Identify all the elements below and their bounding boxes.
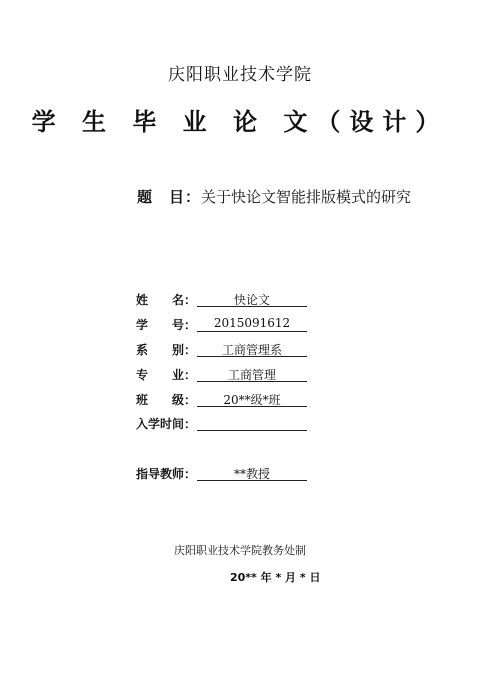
field-major-label: 专 业： bbox=[136, 368, 197, 382]
field-enrollment-date-value bbox=[197, 415, 307, 431]
field-major bbox=[136, 366, 316, 384]
field-enrollment-date-label: 入学时间： bbox=[136, 417, 197, 431]
field-name-value: 快论文 bbox=[197, 291, 307, 307]
issue-date: 20** 年 * 月 * 日 bbox=[230, 571, 321, 584]
topic-value: 关于快论文智能排版模式的研究 bbox=[201, 188, 412, 206]
field-class bbox=[136, 391, 316, 409]
field-department bbox=[136, 341, 316, 359]
field-major-value: 工商管理 bbox=[197, 366, 307, 382]
field-class-label: 班 级： bbox=[136, 393, 197, 407]
topic-label: 题 目： bbox=[137, 188, 202, 206]
topic-line bbox=[137, 186, 467, 207]
field-student-id bbox=[136, 316, 316, 334]
field-advisor-value: **教授 bbox=[197, 465, 307, 481]
field-name bbox=[136, 291, 316, 309]
field-department-label: 系 别： bbox=[136, 343, 197, 357]
field-enrollment-date bbox=[136, 415, 316, 433]
field-advisor-label: 指导教师： bbox=[136, 467, 197, 481]
field-department-value: 工商管理系 bbox=[197, 341, 307, 357]
school-name: 庆阳职业技术学院 bbox=[168, 65, 312, 85]
field-advisor bbox=[136, 465, 316, 483]
issuing-office: 庆阳职业技术学院教务处制 bbox=[174, 544, 306, 557]
field-name-label: 姓 名： bbox=[136, 293, 197, 307]
field-student-id-label: 学 号： bbox=[136, 318, 197, 332]
field-student-id-value: 2015091612 bbox=[197, 316, 307, 332]
thesis-title: 学 生 毕 业 论 文（设计） bbox=[31, 108, 449, 136]
field-class-value: 20**级*班 bbox=[197, 391, 307, 407]
